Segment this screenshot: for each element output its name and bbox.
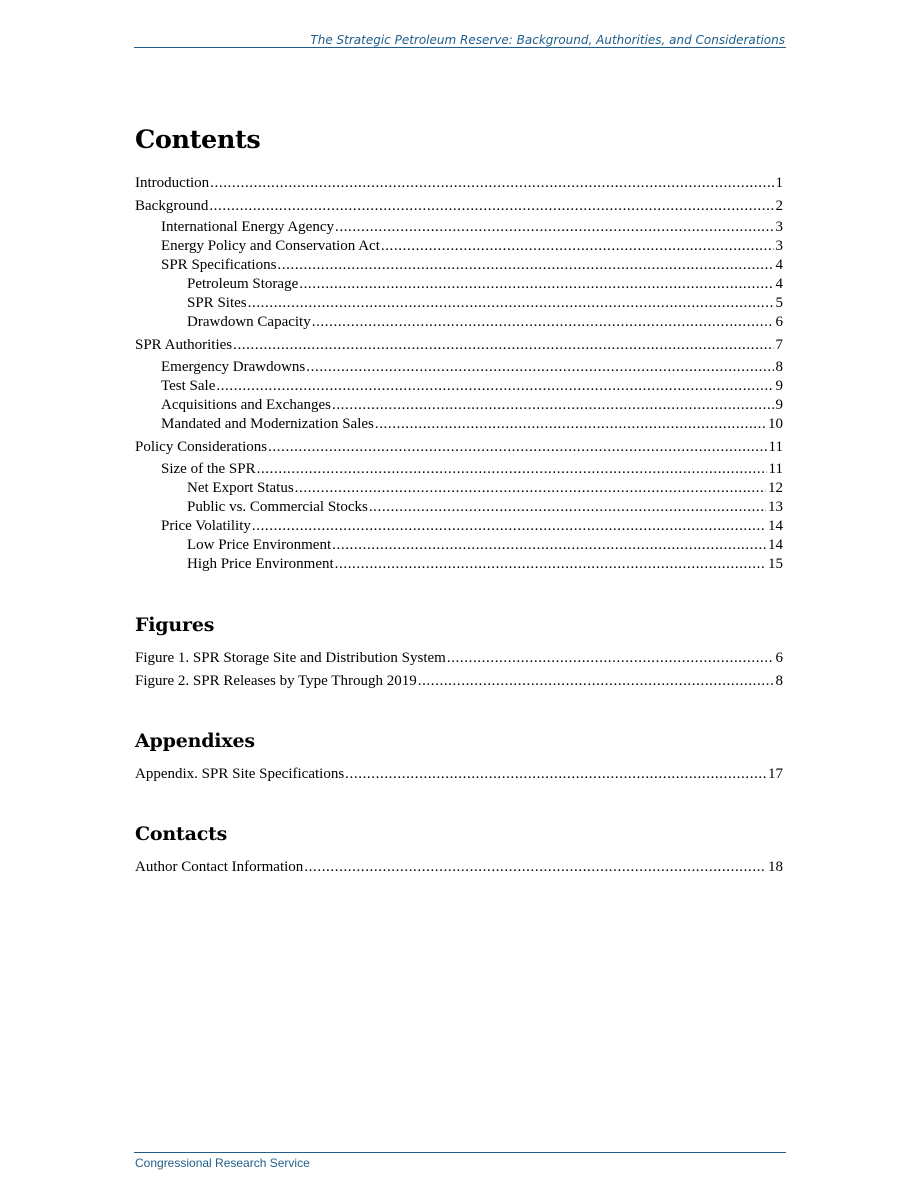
toc-entry-page: 10 [768,416,783,432]
toc-entry-page: 6 [775,650,783,666]
toc-entry-test-sale[interactable] [161,377,783,396]
toc-entry-label: Figure 1. SPR Storage Site and Distribution System [135,650,446,666]
toc-entry-page: 18 [768,859,783,875]
toc-entry-label: Test Sale [161,378,216,394]
toc-entry-label: Emergency Drawdowns [161,359,306,375]
running-title: The Strategic Petroleum Reserve: Background, Authorities, and Considerations [310,33,785,47]
toc-entry-label: Appendix. SPR Site Specifications [135,766,345,782]
figures-heading: Figures [135,614,215,636]
toc-entry-page: 14 [768,537,783,553]
toc-entry-acquisitions-and-exchanges[interactable] [161,396,783,415]
dot-leader [299,275,773,294]
toc-entry-energy-policy-and-conservation-act[interactable] [161,237,783,256]
toc-entry-label: Introduction [135,175,210,191]
toc-entry-label: Low Price Environment [187,537,332,553]
dot-leader [233,336,773,355]
toc-entry-label: SPR Specifications [161,257,277,273]
toc-entry-page: 3 [775,238,783,254]
toc-entry-page: 7 [775,337,783,353]
dot-leader [418,672,774,691]
dot-leader [375,415,766,434]
toc-entry-size-of-the-spr[interactable] [161,460,783,479]
toc-entry-page: 2 [775,198,783,214]
dot-leader [295,479,766,498]
dot-leader [257,460,767,479]
dot-leader [268,438,766,457]
toc-entry-page: 4 [775,276,783,292]
toc-entry-label: SPR Authorities [135,337,233,353]
toc-entry-label: High Price Environment [187,556,334,572]
toc-entry-page: 8 [775,673,783,689]
toc-entry-figure-1[interactable] [135,649,783,668]
toc-entry-page: 4 [775,257,783,273]
page-header [134,33,786,48]
toc-entry-background[interactable] [135,197,783,216]
toc-entry-petroleum-storage[interactable] [187,275,783,294]
toc-entry-spr-specifications[interactable] [161,256,783,275]
toc-entry-page: 14 [768,518,783,534]
toc-entry-page: 11 [768,461,783,477]
appendixes-heading: Appendixes [135,730,255,752]
dot-leader [345,765,766,784]
dot-leader [277,256,773,275]
toc-entry-high-price-environment[interactable] [187,555,783,574]
toc-entry-page: 9 [775,397,783,413]
toc-entry-page: 9 [775,378,783,394]
dot-leader [304,858,766,877]
dot-leader [216,377,773,396]
toc-entry-page: 8 [775,359,783,375]
toc-entry-label: Drawdown Capacity [187,314,311,330]
dot-leader [248,294,774,313]
toc-entry-appendix[interactable] [135,765,783,784]
toc-entry-label: Energy Policy and Conservation Act [161,238,380,254]
toc-entry-label: Acquisitions and Exchanges [161,397,331,413]
toc-entry-page: 13 [768,499,783,515]
toc-entry-page: 3 [775,219,783,235]
dot-leader [335,555,766,574]
toc-entry-page: 6 [775,314,783,330]
toc-entry-label: Petroleum Storage [187,276,299,292]
toc-entry-author-contact-information[interactable] [135,858,783,877]
toc-entry-label: Size of the SPR [161,461,256,477]
toc-entry-label: Figure 2. SPR Releases by Type Through 2019 [135,673,417,689]
toc-entry-label: Price Volatility [161,518,251,534]
toc-entry-label: Public vs. Commercial Stocks [187,499,368,515]
page-footer [134,1152,786,1170]
dot-leader [210,174,773,193]
dot-leader [332,536,766,555]
dot-leader [312,313,774,332]
toc-entry-mandated-and-modernization-sales[interactable] [161,415,783,434]
toc-entry-spr-sites[interactable] [187,294,783,313]
contents-heading: Contents [135,125,261,155]
toc-entry-label: Mandated and Modernization Sales [161,416,374,432]
dot-leader [447,649,774,668]
toc-entry-page: 15 [768,556,783,572]
dot-leader [381,237,774,256]
toc-entry-international-energy-agency[interactable] [161,218,783,237]
toc-entry-page: 12 [768,480,783,496]
toc-entry-net-export-status[interactable] [187,479,783,498]
toc-entry-introduction[interactable] [135,174,783,193]
toc-entry-page: 1 [775,175,783,191]
toc-entry-emergency-drawdowns[interactable] [161,358,783,377]
toc-entry-page: 11 [768,439,783,455]
dot-leader [335,218,774,237]
toc-entry-label: Background [135,198,209,214]
footer-publisher: Congressional Research Service [135,1156,310,1170]
toc-entry-label: Policy Considerations [135,439,268,455]
toc-entry-low-price-environment[interactable] [187,536,783,555]
toc-entry-policy-considerations[interactable] [135,438,783,457]
dot-leader [306,358,773,377]
toc-entry-label: International Energy Agency [161,219,334,235]
toc-entry-page: 17 [768,766,783,782]
toc-entry-label: Author Contact Information [135,859,304,875]
toc-entry-page: 5 [775,295,783,311]
dot-leader [332,396,774,415]
dot-leader [252,517,766,536]
contacts-heading: Contacts [135,823,228,845]
dot-leader [369,498,766,517]
toc-entry-figure-2[interactable] [135,672,783,691]
toc-entry-label: SPR Sites [187,295,247,311]
toc-entry-label: Net Export Status [187,480,294,496]
toc-entry-spr-authorities[interactable] [135,336,783,355]
toc-entry-public-vs-commercial-stocks[interactable] [187,498,783,517]
dot-leader [209,197,773,216]
toc-entry-drawdown-capacity[interactable] [187,313,783,332]
toc-entry-price-volatility[interactable] [161,517,783,536]
